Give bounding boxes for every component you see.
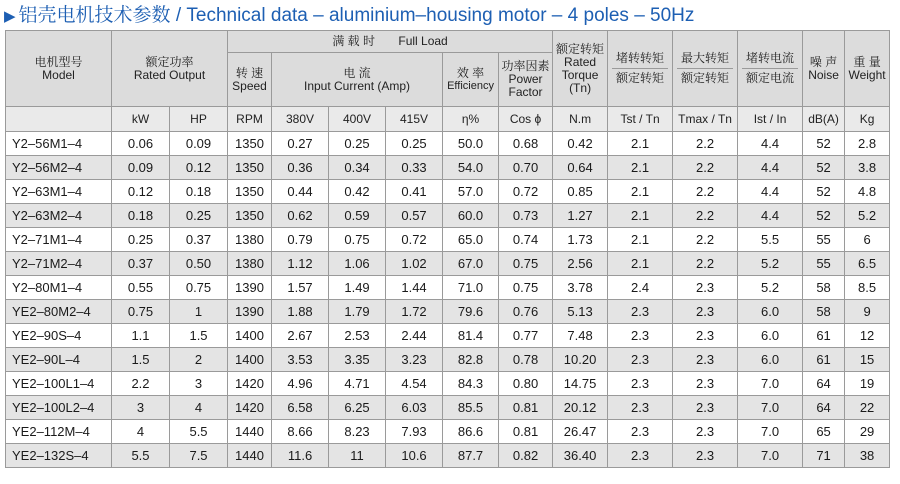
value-cell: 0.75 [499, 252, 553, 276]
value-cell: 1.72 [386, 300, 443, 324]
value-cell: 1380 [228, 252, 272, 276]
table-row [6, 420, 890, 444]
value-cell: 1.5 [112, 348, 170, 372]
value-cell: 1350 [228, 204, 272, 228]
value-cell: 0.25 [170, 204, 228, 228]
value-cell: 5.5 [738, 228, 803, 252]
value-cell: 10.20 [553, 348, 608, 372]
value-cell: 2.3 [673, 420, 738, 444]
value-cell: 1.1 [112, 324, 170, 348]
value-cell: 20.12 [553, 396, 608, 420]
value-cell: 6.58 [272, 396, 329, 420]
value-cell: 71 [803, 444, 845, 468]
header-full-load: 满 载 时 Full Load [228, 31, 553, 53]
triangle-bullet-icon: ▶ [4, 8, 16, 25]
value-cell: 6.0 [738, 300, 803, 324]
value-cell: 3.78 [553, 276, 608, 300]
value-cell: 0.09 [170, 132, 228, 156]
table-row [6, 300, 890, 324]
value-cell: 1.02 [386, 252, 443, 276]
value-cell: 2.1 [608, 156, 673, 180]
value-cell: 0.75 [170, 276, 228, 300]
unit-cell: Kg [845, 107, 890, 132]
value-cell: 0.75 [112, 300, 170, 324]
value-cell: 9 [845, 300, 890, 324]
value-cell: 87.7 [443, 444, 499, 468]
header-efficiency: 效 率 Efficiency [443, 53, 499, 107]
value-cell: 10.6 [386, 444, 443, 468]
value-cell: 2.3 [673, 300, 738, 324]
value-cell: 4.4 [738, 204, 803, 228]
value-cell: 2.3 [608, 372, 673, 396]
value-cell: 1350 [228, 132, 272, 156]
value-cell: 2.3 [673, 324, 738, 348]
value-cell: 5.5 [170, 420, 228, 444]
unit-cell: 380V [272, 107, 329, 132]
value-cell: 0.59 [329, 204, 386, 228]
header-power-factor: 功率因素 Power Factor [499, 53, 553, 107]
value-cell: 61 [803, 348, 845, 372]
value-cell: 1400 [228, 324, 272, 348]
value-cell: 61 [803, 324, 845, 348]
value-cell: 0.72 [386, 228, 443, 252]
value-cell: 3.35 [329, 348, 386, 372]
header-locked-rotor-current: 堵转电流 额定电流 [738, 31, 803, 107]
value-cell: 1 [170, 300, 228, 324]
table-row [6, 444, 890, 468]
units-row [6, 107, 890, 132]
value-cell: 36.40 [553, 444, 608, 468]
header-weight: 重 量 Weight [845, 31, 890, 107]
model-cell: YE2–100L1–4 [6, 372, 112, 396]
value-cell: 1.49 [329, 276, 386, 300]
value-cell: 0.33 [386, 156, 443, 180]
table-row [6, 324, 890, 348]
value-cell: 1400 [228, 348, 272, 372]
value-cell: 8.66 [272, 420, 329, 444]
value-cell: 1.5 [170, 324, 228, 348]
header-noise: 噪 声 Noise [803, 31, 845, 107]
value-cell: 52 [803, 132, 845, 156]
value-cell: 2.2 [112, 372, 170, 396]
header-speed: 转 速 Speed [228, 53, 272, 107]
value-cell: 0.42 [329, 180, 386, 204]
unit-cell: 415V [386, 107, 443, 132]
value-cell: 2.1 [608, 228, 673, 252]
value-cell: 4.8 [845, 180, 890, 204]
value-cell: 71.0 [443, 276, 499, 300]
header-input-current: 电 流 Input Current (Amp) [272, 53, 443, 107]
unit-cell: RPM [228, 107, 272, 132]
value-cell: 2.3 [608, 444, 673, 468]
value-cell: 0.74 [499, 228, 553, 252]
model-cell: Y2–56M1–4 [6, 132, 112, 156]
value-cell: 2.2 [673, 228, 738, 252]
value-cell: 0.25 [112, 228, 170, 252]
unit-cell: HP [170, 107, 228, 132]
value-cell: 2.56 [553, 252, 608, 276]
value-cell: 29 [845, 420, 890, 444]
value-cell: 0.79 [272, 228, 329, 252]
table-row [6, 348, 890, 372]
value-cell: 82.8 [443, 348, 499, 372]
value-cell: 0.50 [170, 252, 228, 276]
model-cell: YE2–90S–4 [6, 324, 112, 348]
table-row [6, 276, 890, 300]
value-cell: 1440 [228, 420, 272, 444]
value-cell: 0.81 [499, 396, 553, 420]
value-cell: 0.73 [499, 204, 553, 228]
value-cell: 6.25 [329, 396, 386, 420]
value-cell: 0.34 [329, 156, 386, 180]
header-rated-output: 额定功率 Rated Output [112, 31, 228, 107]
value-cell: 0.70 [499, 156, 553, 180]
value-cell: 4.54 [386, 372, 443, 396]
value-cell: 0.09 [112, 156, 170, 180]
value-cell: 3 [112, 396, 170, 420]
value-cell: 0.42 [553, 132, 608, 156]
value-cell: 79.6 [443, 300, 499, 324]
value-cell: 7.0 [738, 420, 803, 444]
value-cell: 2.1 [608, 252, 673, 276]
table-row [6, 372, 890, 396]
value-cell: 6.0 [738, 324, 803, 348]
value-cell: 3.23 [386, 348, 443, 372]
value-cell: 2.3 [608, 300, 673, 324]
header-locked-rotor-torque: 堵转转矩 额定转矩 [608, 31, 673, 107]
value-cell: 4.4 [738, 132, 803, 156]
model-cell: Y2–71M1–4 [6, 228, 112, 252]
value-cell: 0.41 [386, 180, 443, 204]
table-row [6, 156, 890, 180]
value-cell: 1440 [228, 444, 272, 468]
value-cell: 2.1 [608, 204, 673, 228]
model-cell: YE2–100L2–4 [6, 396, 112, 420]
value-cell: 11 [329, 444, 386, 468]
value-cell: 2.2 [673, 180, 738, 204]
header-rated-torque: 额定转矩 Rated Torque (Tn) [553, 31, 608, 107]
value-cell: 52 [803, 180, 845, 204]
value-cell: 5.2 [845, 204, 890, 228]
value-cell: 85.5 [443, 396, 499, 420]
value-cell: 12 [845, 324, 890, 348]
value-cell: 0.37 [112, 252, 170, 276]
value-cell: 2.8 [845, 132, 890, 156]
value-cell: 1350 [228, 156, 272, 180]
value-cell: 0.72 [499, 180, 553, 204]
value-cell: 2.3 [673, 396, 738, 420]
value-cell: 0.27 [272, 132, 329, 156]
value-cell: 4.4 [738, 180, 803, 204]
value-cell: 0.25 [386, 132, 443, 156]
value-cell: 0.36 [272, 156, 329, 180]
unit-cell: Tmax / Tn [673, 107, 738, 132]
value-cell: 2.53 [329, 324, 386, 348]
value-cell: 7.0 [738, 372, 803, 396]
value-cell: 1390 [228, 276, 272, 300]
value-cell: 1.06 [329, 252, 386, 276]
value-cell: 6.5 [845, 252, 890, 276]
value-cell: 54.0 [443, 156, 499, 180]
value-cell: 8.23 [329, 420, 386, 444]
value-cell: 1.79 [329, 300, 386, 324]
value-cell: 4.4 [738, 156, 803, 180]
value-cell: 0.44 [272, 180, 329, 204]
value-cell: 4 [170, 396, 228, 420]
table-row [6, 396, 890, 420]
value-cell: 58 [803, 276, 845, 300]
value-cell: 81.4 [443, 324, 499, 348]
value-cell: 2.3 [673, 348, 738, 372]
value-cell: 6.0 [738, 348, 803, 372]
value-cell: 2.1 [608, 132, 673, 156]
value-cell: 55 [803, 228, 845, 252]
value-cell: 4.71 [329, 372, 386, 396]
value-cell: 2.3 [608, 396, 673, 420]
model-cell: YE2–132S–4 [6, 444, 112, 468]
value-cell: 5.13 [553, 300, 608, 324]
value-cell: 6.03 [386, 396, 443, 420]
value-cell: 7.93 [386, 420, 443, 444]
value-cell: 0.25 [329, 132, 386, 156]
model-cell: Y2–63M1–4 [6, 180, 112, 204]
value-cell: 3.53 [272, 348, 329, 372]
value-cell: 0.55 [112, 276, 170, 300]
table-row [6, 228, 890, 252]
header-breakdown-torque: 最大转矩 额定转矩 [673, 31, 738, 107]
value-cell: 1420 [228, 396, 272, 420]
value-cell: 26.47 [553, 420, 608, 444]
value-cell: 0.77 [499, 324, 553, 348]
value-cell: 0.75 [329, 228, 386, 252]
value-cell: 7.48 [553, 324, 608, 348]
value-cell: 2.67 [272, 324, 329, 348]
value-cell: 2.4 [608, 276, 673, 300]
value-cell: 60.0 [443, 204, 499, 228]
value-cell: 0.18 [170, 180, 228, 204]
unit-cell: Cos ϕ [499, 107, 553, 132]
value-cell: 2.3 [608, 420, 673, 444]
value-cell: 7.5 [170, 444, 228, 468]
value-cell: 2.2 [673, 156, 738, 180]
value-cell: 84.3 [443, 372, 499, 396]
value-cell: 0.57 [386, 204, 443, 228]
value-cell: 50.0 [443, 132, 499, 156]
value-cell: 1.12 [272, 252, 329, 276]
value-cell: 0.12 [112, 180, 170, 204]
value-cell: 1.44 [386, 276, 443, 300]
value-cell: 7.0 [738, 396, 803, 420]
value-cell: 4.96 [272, 372, 329, 396]
technical-data-table [5, 30, 890, 468]
model-cell: YE2–80M2–4 [6, 300, 112, 324]
table-row [6, 252, 890, 276]
value-cell: 86.6 [443, 420, 499, 444]
value-cell: 22 [845, 396, 890, 420]
value-cell: 5.5 [112, 444, 170, 468]
value-cell: 1420 [228, 372, 272, 396]
value-cell: 0.62 [272, 204, 329, 228]
value-cell: 58 [803, 300, 845, 324]
value-cell: 1.88 [272, 300, 329, 324]
value-cell: 2 [170, 348, 228, 372]
value-cell: 2.1 [608, 180, 673, 204]
value-cell: 2.2 [673, 252, 738, 276]
value-cell: 67.0 [443, 252, 499, 276]
value-cell: 57.0 [443, 180, 499, 204]
value-cell: 0.85 [553, 180, 608, 204]
unit-cell [6, 107, 112, 132]
value-cell: 1.73 [553, 228, 608, 252]
model-cell: Y2–63M2–4 [6, 204, 112, 228]
value-cell: 14.75 [553, 372, 608, 396]
unit-cell: N.m [553, 107, 608, 132]
table-row [6, 180, 890, 204]
value-cell: 2.3 [608, 348, 673, 372]
value-cell: 64 [803, 396, 845, 420]
value-cell: 2.3 [673, 444, 738, 468]
model-cell: Y2–80M1–4 [6, 276, 112, 300]
value-cell: 2.3 [673, 276, 738, 300]
value-cell: 0.76 [499, 300, 553, 324]
value-cell: 1350 [228, 180, 272, 204]
unit-cell: Ist / In [738, 107, 803, 132]
value-cell: 0.78 [499, 348, 553, 372]
value-cell: 0.68 [499, 132, 553, 156]
value-cell: 64 [803, 372, 845, 396]
value-cell: 0.75 [499, 276, 553, 300]
page-title-text: 铝壳电机技术参数 / Technical data – aluminium–housing motor – 4 poles – 50Hz [18, 5, 695, 26]
value-cell: 2.2 [673, 204, 738, 228]
model-cell: Y2–71M2–4 [6, 252, 112, 276]
value-cell: 3 [170, 372, 228, 396]
value-cell: 8.5 [845, 276, 890, 300]
value-cell: 65.0 [443, 228, 499, 252]
table-body [6, 132, 890, 468]
value-cell: 2.44 [386, 324, 443, 348]
value-cell: 0.06 [112, 132, 170, 156]
value-cell: 38 [845, 444, 890, 468]
value-cell: 1390 [228, 300, 272, 324]
value-cell: 4 [112, 420, 170, 444]
value-cell: 1.57 [272, 276, 329, 300]
value-cell: 55 [803, 252, 845, 276]
value-cell: 2.2 [673, 132, 738, 156]
value-cell: 6 [845, 228, 890, 252]
value-cell: 19 [845, 372, 890, 396]
value-cell: 52 [803, 156, 845, 180]
model-cell: YE2–112M–4 [6, 420, 112, 444]
header-model: 电机型号 Model [6, 31, 112, 107]
value-cell: 0.81 [499, 420, 553, 444]
value-cell: 5.2 [738, 252, 803, 276]
unit-cell: Tst / Tn [608, 107, 673, 132]
unit-cell: dB(A) [803, 107, 845, 132]
value-cell: 0.18 [112, 204, 170, 228]
page-title [4, 4, 694, 28]
value-cell: 11.6 [272, 444, 329, 468]
value-cell: 0.80 [499, 372, 553, 396]
value-cell: 15 [845, 348, 890, 372]
model-cell: YE2–90L–4 [6, 348, 112, 372]
unit-cell: η% [443, 107, 499, 132]
value-cell: 1380 [228, 228, 272, 252]
value-cell: 2.3 [673, 372, 738, 396]
value-cell: 52 [803, 204, 845, 228]
value-cell: 1.27 [553, 204, 608, 228]
value-cell: 65 [803, 420, 845, 444]
value-cell: 3.8 [845, 156, 890, 180]
value-cell: 0.82 [499, 444, 553, 468]
unit-cell: kW [112, 107, 170, 132]
table-row [6, 204, 890, 228]
model-cell: Y2–56M2–4 [6, 156, 112, 180]
table-row [6, 132, 890, 156]
unit-cell: 400V [329, 107, 386, 132]
value-cell: 0.37 [170, 228, 228, 252]
value-cell: 5.2 [738, 276, 803, 300]
value-cell: 0.12 [170, 156, 228, 180]
value-cell: 0.64 [553, 156, 608, 180]
value-cell: 7.0 [738, 444, 803, 468]
value-cell: 2.3 [608, 324, 673, 348]
